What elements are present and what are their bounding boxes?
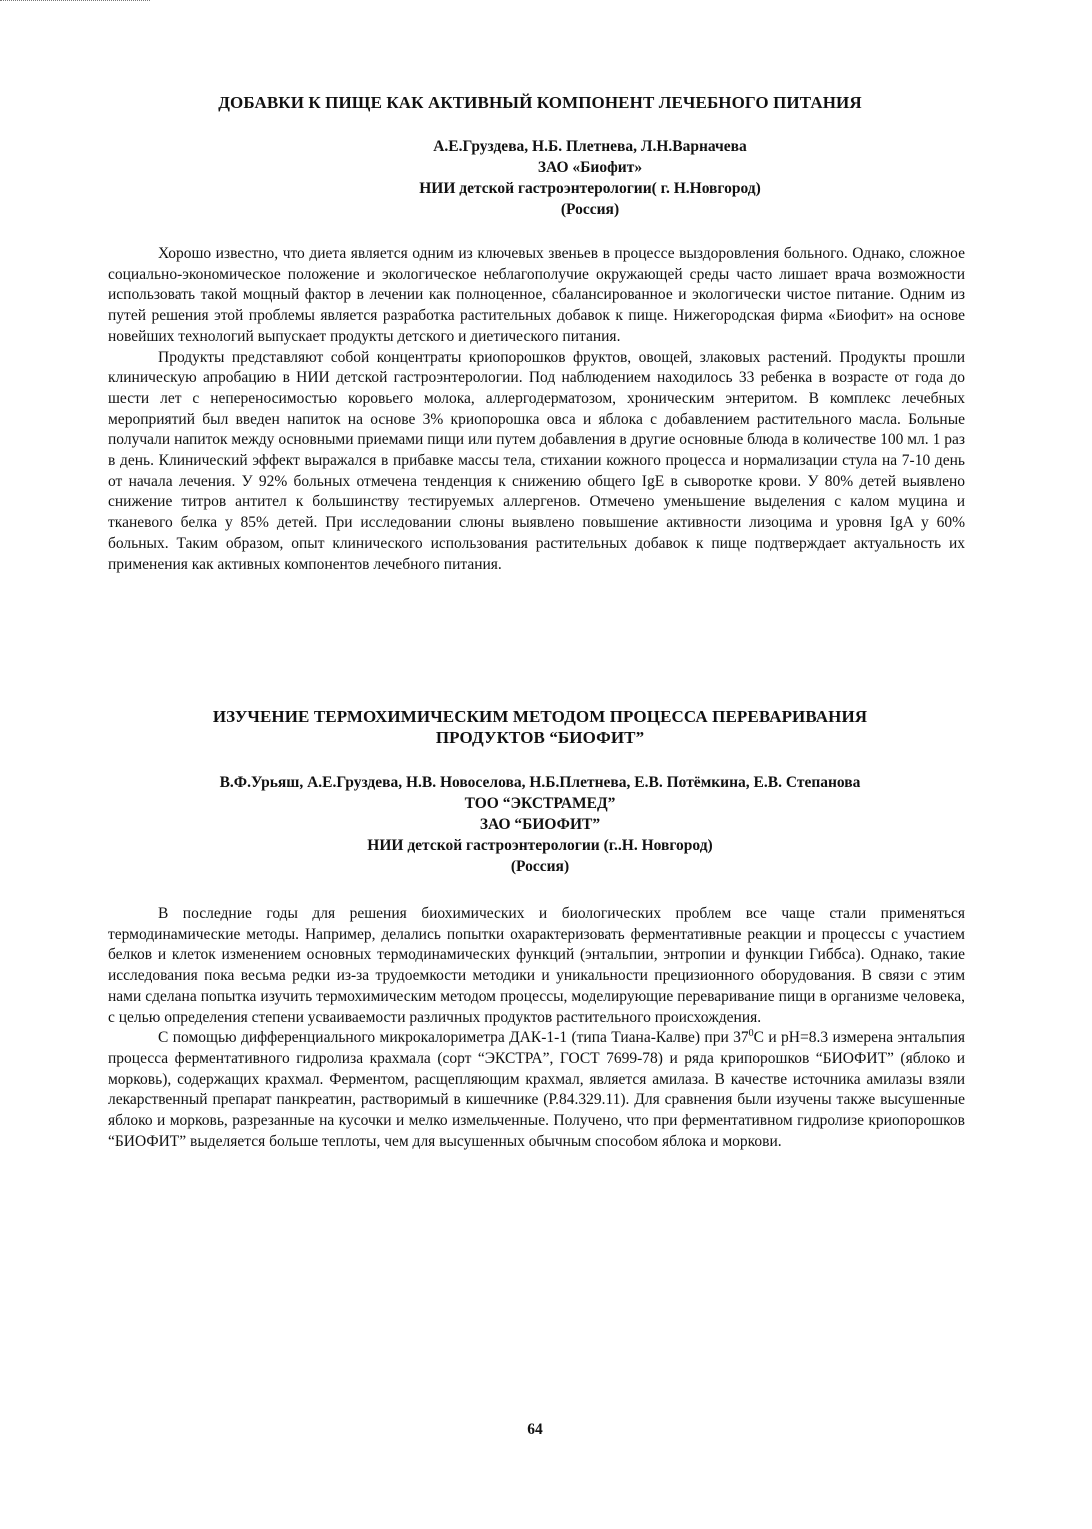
- article2-title: [100, 706, 980, 748]
- article1-title: ДОБАВКИ К ПИЩЕ КАК АКТИВНЫЙ КОМПОНЕНТ ЛЕЧЕБНОГО ПИТАНИЯ: [218, 93, 862, 112]
- article2-p2-start: С помощью дифференциального микрокалориметра ДАК-1-1 (типа Тиана-Калве) при 37: [158, 1029, 749, 1047]
- article2-country: (Россия): [510, 858, 570, 875]
- article2-paragraph: В последние годы для решения биохимических и биологических проблем все чаще стали применяться термодинамические методы. Например, делались попытки охарактеризовать ферментативные реакции и процессы с участием белков и клеток изменением основных термодинамических функций (энтальпии, энтропии и функции Гиббса). Однако, такие исследования пока весьма редки из-за трудоемкости методики и уникальности прецизионного оборудования. В связи с этим нами сделана попытка изучить термохимическим методом процессы, моделирующие переваривание пищи в организме человека, с целью определения степени усваиваемости различных продуктов растительного происхождения.: [108, 905, 965, 1026]
- article2-p2-end: С и pH=8.3 измерена энтальпия процесса ферментативного гидролиза крахмала (сорт “ЭКСТРА”, ГОСТ 7699-78) и ряда крипорошков “БИОФИТ” (яблоко и морковь), содержащих крахмал. Ферментом, расщепляющим крахмал, является амилаза. В качестве источника амилазы взяли лекарственный препарат панкреатин, растворимый в кишечнике (Р.84.329.11). Для сравнения были изучены также высушенные яблоко и морковь, разрезанные на кусочки и мелко измельченные. Получено, что при ферментативном гидролизе криопорошков “БИОФИТ” выделяется больше теплоты, чем для высушенных обычным способом яблока и моркови.: [108, 1029, 965, 1150]
- article1-country: (Россия): [560, 201, 620, 218]
- article2-body: [108, 904, 965, 1152]
- article1-body: [108, 244, 965, 575]
- article1-org2: НИИ детской гастроэнтерологии( г. Н.Новгород): [419, 180, 761, 197]
- scan-artifact: [0, 0, 150, 5]
- article2-header: [110, 772, 970, 877]
- article1-paragraph: Хорошо известно, что диета является одним из ключевых звеньев в процессе выздоровления больного. Однако, сложное социально-экономическое положение и экологическое неблагополучие окружающей среды часто лишает врача возможности использовать такой мощный фактор в лечении как полноценное, сбалансированное и экологически чистое питание. Одним из путей решения этой проблемы является разработка растительных добавок к пище. Нижегородская фирма «Биофит» на основе новейших технологий выпускает продукты детского и диетического питания.: [108, 245, 965, 345]
- article2-org2: ЗАО “БИОФИТ”: [479, 816, 601, 833]
- page-number: 64: [527, 1421, 543, 1438]
- article2-org3: НИИ детской гастроэнтерологии (г..Н. Новгород): [367, 837, 713, 854]
- degree-superscript: 0: [748, 1028, 754, 1040]
- article1-authors: А.Е.Груздева, Н.Б. Плетнева, Л.Н.Варначева: [433, 138, 747, 155]
- article2-authors: В.Ф.Урьяш, А.Е.Груздева, Н.В. Новоселова, Н.Б.Плетнева, Е.В. Потёмкина, Е.В. Степанова: [219, 774, 861, 791]
- article1-org1: ЗАО «Биофит»: [537, 159, 643, 176]
- article2-title-line2: ПРОДУКТОВ “БИОФИТ”: [435, 728, 645, 747]
- article1-header: [200, 136, 980, 220]
- article1-paragraph: Продукты представляют собой концентраты криопорошков фруктов, овощей, злаковых растений. Продукты прошли клиническую апробацию в НИИ детской гастроэнтерологии. Под наблюдением находилось 33 ребенка в возрасте от года до шести лет с непереносимостью коровьего молока, аллергодерматозом, хроническим энтеритом. В комплекс лечебных мероприятий был введен напиток на основе 3% криопорошка овса и яблока с добавлением растительного масла. Больные получали напиток между основными приемами пищи или путем добавления в другие основные блюда в количестве 100 мл. 1 раз в день. Клинический эффект выражался в прибавке массы тела, стихании кожного процесса и нормализации стула на 7-10 день от начала лечения. У 92% больных отмечена тенденция к снижению общего IgE в сыворотке крови. У 80% детей выявлено снижение титров антител к большинству тестируемых аллергенов. Отмечено уменьшение выделения с калом муцина и тканевого белка у 85% детей. При исследовании слюны выявлено повышение активности лизоцима и уровня IgA у 60% больных. Таким образом, опыт клинического использования растительных добавок к пище подтверждает актуальность их применения как активных компонентов лечебного питания.: [108, 348, 965, 573]
- article2-title-line1: ИЗУЧЕНИЕ ТЕРМОХИМИЧЕСКИМ МЕТОДОМ ПРОЦЕССА ПЕРЕВАРИВАНИЯ: [212, 707, 868, 726]
- article2-org1: ТОО “ЭКСТРАМЕД”: [464, 795, 616, 812]
- article2-paragraph: [108, 1028, 965, 1152]
